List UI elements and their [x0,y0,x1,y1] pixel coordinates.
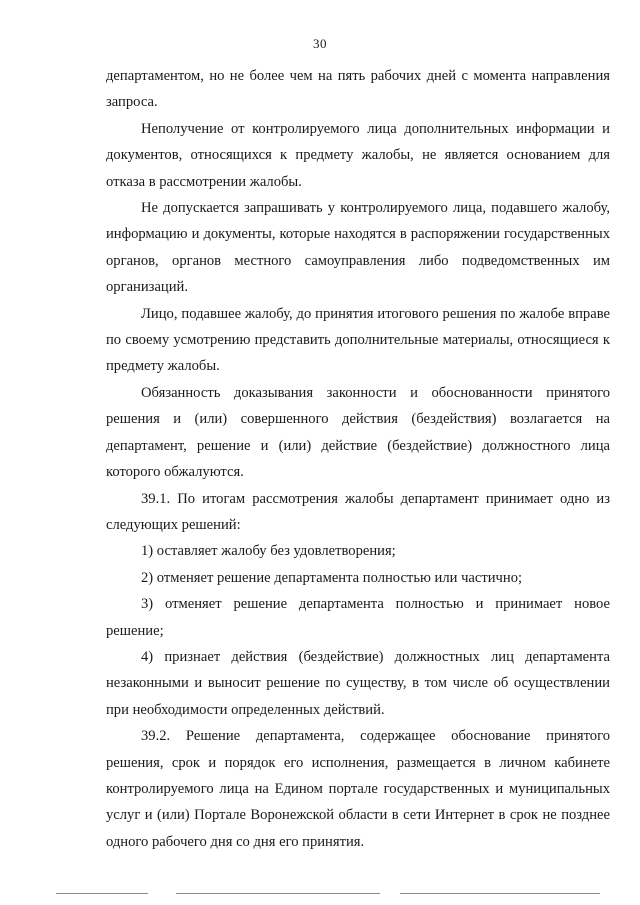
list-item-3: 3) отменяет решение департамента полностью и принимает новое решение; [106,596,610,639]
paragraph-non-receipt: Неполучение от контролируемого лица дополнительных информации и документов, относящихся к предмету жалобы, не является основанием для отказа в рассмотрении жалобы. [106,120,610,190]
list-item-2: 2) отменяет решение департамента полностью или частично; [141,569,523,586]
page-number: 30 [313,36,327,51]
footer-rule-center [176,893,380,894]
paragraph-39-1: 39.1. По итогам рассмотрения жалобы департамент принимает одно из следующих решений: [106,490,610,533]
paragraph-no-request: Не допускается запрашивать у контролируемого лица, подавшего жалобу, информацию и документы, которые находятся в распоряжении государственных органов, органов местного самоуправления либо подведомственных им организаций. [106,200,610,296]
paragraph-continuation: департаментом, но не более чем на пять рабочих дней с момента направления запроса. [106,68,610,111]
document-body [106,63,610,855]
paragraph-39-2: 39.2. Решение департамента, содержащее обоснование принятого решения, срок и порядок его исполнения, размещается в личном кабинете контролируемого лица на Едином портале государственных и муниципальных услуг и (или) Портале Воронежской области в сети Интернет в срок не позднее одного рабочего дня со дня его принятия. [106,728,610,850]
list-item-4: 4) признает действия (бездействие) должностных лиц департамента незаконными и выносит решение по существу, в том числе об осуществлении при необходимости определенных действий. [106,648,610,718]
footer-rule-left [56,893,148,894]
list-item-1: 1) оставляет жалобу без удовлетворения; [141,543,396,560]
footer-rule-right [400,893,600,894]
paragraph-additional-materials: Лицо, подавшее жалобу, до принятия итогового решения по жалобе вправе по своему усмотрению представить дополнительные материалы, относящиеся к предмету жалобы. [106,305,610,375]
paragraph-burden-of-proof: Обязанность доказывания законности и обоснованности принятого решения и (или) совершенного действия (бездействия) возлагается на департамент, решение и (или) действие (бездействие) должностного лица которого обжалуются. [106,384,610,481]
